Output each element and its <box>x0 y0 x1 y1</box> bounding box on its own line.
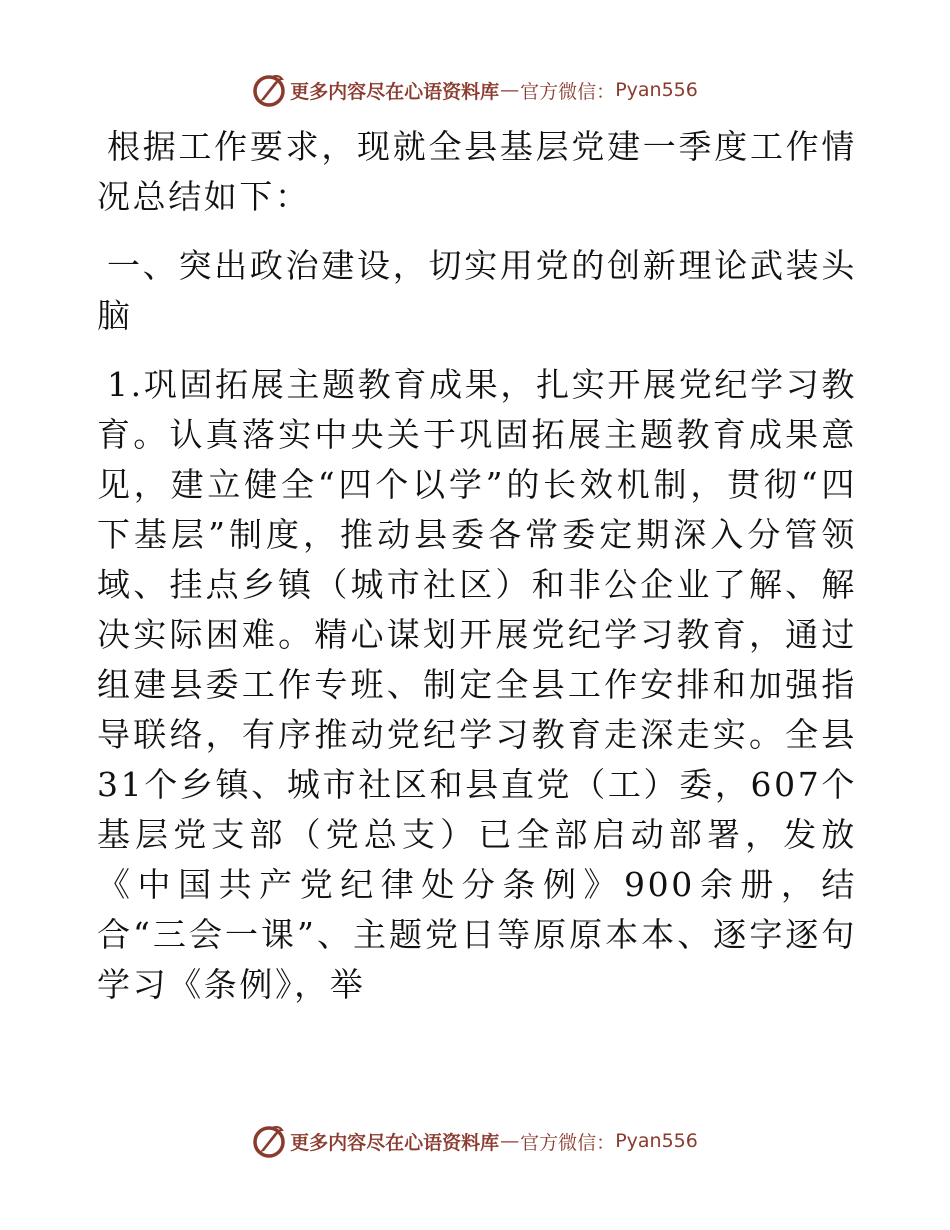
quill-logo-icon <box>252 1124 286 1158</box>
watermark-text: 更多内容尽在心语资料库 <box>290 1131 500 1154</box>
watermark-text: 更多内容尽在心语资料库 <box>290 80 500 103</box>
watermark-wechat-label: 官方微信： <box>520 1131 616 1154</box>
document-body <box>97 122 857 1010</box>
quill-logo-icon <box>252 73 286 107</box>
watermark-header <box>0 70 950 110</box>
watermark-separator: — <box>500 79 520 101</box>
body-paragraph: 1.巩固拓展主题教育成果，扎实开展党纪学习教育。认真落实中央关于巩固拓展主题教育成果意见，建立健全“四个以学”的长效机制，贯彻“四下基层”制度，推动县委各常委定期深入分管领域、挂点乡镇（城市社区）和非公企业了解、解决实际困难。精心谋划开展党纪学习教育，通过组建县委工作专班、制定全县工作安排和加强指导联络，有序推动党纪学习教育走深走实。全县31个乡镇、城市社区和县直党（工）委，607个基层党支部（党总支）已全部启动部署，发放《中国共产党纪律处分条例》900余册，结合“三会一课”、主题党日等原原本本、逐字逐句学习《条例》，举 <box>97 365 857 1004</box>
watermark-footer <box>0 1121 950 1161</box>
watermark-separator: — <box>500 1130 520 1152</box>
watermark-wechat-id: Pyan556 <box>615 1130 698 1152</box>
intro-paragraph: 根据工作要求，现就全县基层党建一季度工作情况总结如下： <box>97 127 857 216</box>
watermark-wechat-label: 官方微信： <box>520 80 616 103</box>
section-heading: 一、突出政治建设，切实用党的创新理论武装头脑 <box>97 246 857 335</box>
watermark-wechat-id: Pyan556 <box>615 79 698 101</box>
